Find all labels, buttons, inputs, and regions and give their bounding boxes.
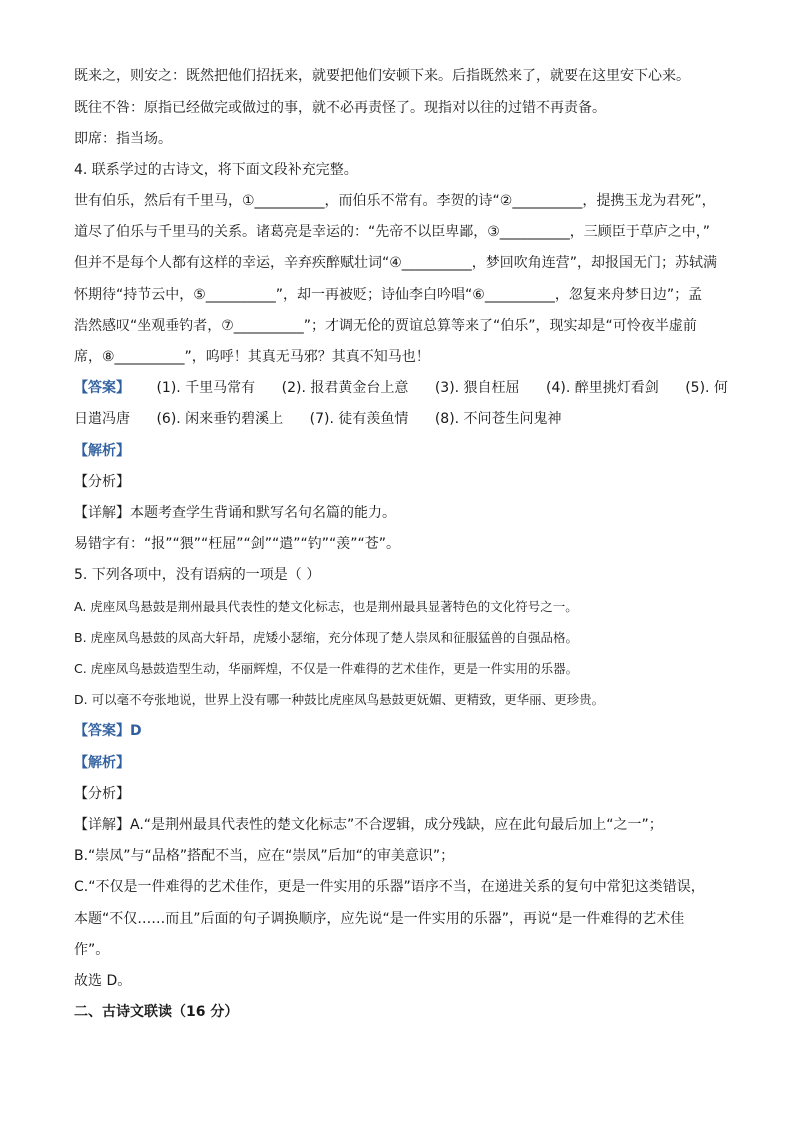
passage-line: 道尽了伯乐与千里马的关系。诸葛亮是幸运的：“先帝不以臣卑鄙，③__________，三顾臣于草庐之中，”	[74, 224, 711, 240]
analysis-label: 【解析】	[74, 443, 130, 459]
answer-row	[74, 378, 734, 398]
detail-line: 本题“不仅……而且”后面的句子调换顺序，应先说“是一件实用的乐器”，再说“是一件难得的艺术佳	[74, 911, 685, 927]
answer-label: 【答案】	[74, 380, 130, 396]
note-line: 既来之，则安之：既然把他们招抚来，就要把他们安顿下来。后指既然来了，就要在这里安下心来。	[74, 68, 690, 84]
analysis-subtitle: 【分析】	[74, 474, 130, 490]
answer-item: (6). 闲来垂钓碧溪上	[156, 411, 284, 427]
answer-item: (3). 猥自枉屈	[434, 380, 520, 396]
passage-line: 世有伯乐，然后有千里马，①__________，而伯乐不常有。李贺的诗“②__________，提携玉龙为君死”，	[74, 193, 716, 209]
answer-label: 【答案】D	[74, 723, 142, 739]
answer-item: 日遣冯唐	[74, 411, 130, 427]
detail-line: 作”。	[74, 942, 110, 958]
passage-line: 但并不是每个人都有这样的幸运，辛弃疾醉赋壮词“④__________，梦回吹角连营”，却报国无门；苏轼满	[74, 255, 718, 271]
error-prone-chars: 易错字有：“报”“猥”“枉屈”“剑”“遣”“钓”“羡”“苍”。	[74, 536, 401, 552]
answer-item: (7). 徒有羡鱼情	[309, 411, 409, 427]
option-c: C. 虎座凤鸟悬鼓造型生动，华丽辉煌，不仅是一件难得的艺术佳作，更是一件实用的乐器。	[74, 661, 579, 676]
detail-text: 【详解】本题考查学生背诵和默写名句名篇的能力。	[74, 505, 396, 521]
option-d: D. 可以毫不夸张地说，世界上没有哪一种鼓比虎座凤鸟悬鼓更妩媚、更精致，更华丽、更珍贵。	[74, 692, 605, 707]
section-heading: 二、古诗文联读（16 分）	[74, 1004, 239, 1020]
answer-item: (1). 千里马常有	[156, 380, 256, 396]
passage-line: 席，⑧__________”，呜呼！其真无马邪？其真不知马也！	[74, 349, 430, 365]
detail-line: 故选 D。	[74, 973, 132, 989]
note-line: 即席：指当场。	[74, 131, 172, 147]
option-b: B. 虎座凤鸟悬鼓的凤高大轩昂，虎矮小瑟缩，充分体现了楚人崇凤和征服猛兽的自强品格。	[74, 630, 579, 645]
passage-line: 浩然感叹“坐观垂钓者，⑦__________”；才调无伦的贾谊总算等来了“伯乐”，现实却是“可怜夜半虚前	[74, 318, 697, 334]
question-5-title: 5. 下列各项中，没有语病的一项是（ ）	[74, 567, 321, 583]
answer-row	[74, 409, 734, 429]
question-4-title: 4. 联系学过的古诗文，将下面文段补充完整。	[74, 162, 358, 178]
analysis-label: 【解析】	[74, 755, 130, 771]
answer-item: (5). 何	[685, 380, 728, 396]
detail-line: B.“崇凤”与“品格”搭配不当，应在“崇凤”后加“的审美意识”；	[74, 848, 455, 864]
detail-line: 【详解】A.“是荆州最具代表性的楚文化标志”不合逻辑，成分残缺，应在此句最后加上“之一”；	[74, 817, 663, 833]
answer-item: (8). 不问苍生问鬼神	[434, 411, 562, 427]
detail-line: C.“不仅是一件难得的艺术佳作，更是一件实用的乐器”语序不当，在递进关系的复句中常犯这类错误，	[74, 879, 705, 895]
analysis-subtitle: 【分析】	[74, 786, 130, 802]
passage-line: 怀期待“持节云中，⑤__________”，却一再被贬；诗仙李白吟唱“⑥__________，忽复来舟梦日边”；孟	[74, 287, 703, 303]
answer-item: (4). 醉里挑灯看剑	[546, 380, 659, 396]
note-line: 既往不咎：原指已经做完或做过的事，就不必再责怪了。现指对以往的过错不再责备。	[74, 100, 606, 116]
answer-item: (2). 报君黄金台上意	[281, 380, 409, 396]
option-a: A. 虎座凤鸟悬鼓是荆州最具代表性的楚文化标志，也是荆州最具显著特色的文化符号之一。	[74, 599, 578, 614]
